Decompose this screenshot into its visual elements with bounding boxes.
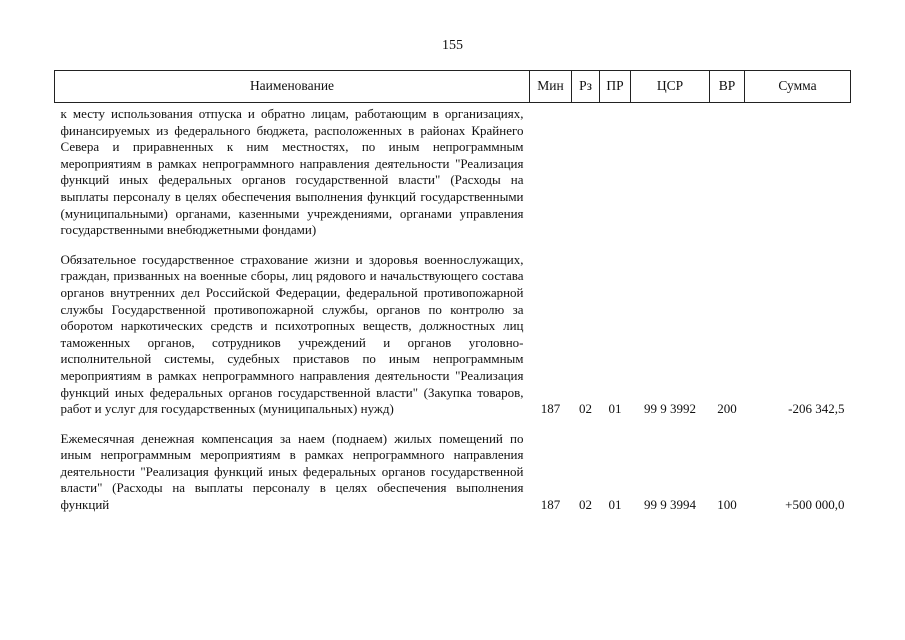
row-csr: 99 9 3994	[644, 497, 696, 513]
row-rz: 02	[579, 401, 592, 417]
row-min	[530, 103, 572, 239]
row-sum: +500 000,0	[785, 497, 845, 513]
header-pr: ПР	[600, 71, 631, 103]
row-min: 187	[540, 497, 561, 513]
row-name	[55, 103, 530, 239]
row-name-text: Ежемесячная денежная компенсация за наем (поднаем) жилых помещений по иным непрограммным мероприятиям в рамках непрограммного направления деятельности "Реализация функций иных федеральных органов государственной власти" (Расходы на выплаты персоналу в целях обеспечения выполнения функций	[60, 430, 524, 513]
row-name	[55, 239, 530, 418]
row-csr: 99 9 3992	[644, 401, 696, 417]
table-header-row	[55, 71, 851, 103]
row-sum	[745, 103, 851, 239]
header-csr: ЦСР	[631, 71, 710, 103]
row-pr: 01	[608, 497, 622, 513]
row-pr	[600, 103, 631, 239]
table-row	[55, 418, 851, 514]
header-sum: Сумма	[745, 71, 851, 103]
table-row	[55, 239, 851, 418]
header-vr: ВР	[710, 71, 745, 103]
page-number: 155	[442, 38, 463, 53]
row-pr: 01	[608, 401, 622, 417]
budget-table	[54, 70, 851, 514]
header-min: Мин	[530, 71, 572, 103]
table-row	[55, 103, 851, 239]
header-name: Наименование	[55, 71, 530, 103]
row-rz: 02	[579, 497, 592, 513]
row-vr: 100	[717, 497, 737, 513]
row-min: 187	[540, 401, 561, 417]
row-csr	[631, 103, 710, 239]
header-rz: Рз	[572, 71, 600, 103]
row-vr	[710, 103, 745, 239]
row-sum: -206 342,5	[788, 401, 845, 417]
row-rz	[572, 103, 600, 239]
row-name-text: к месту использования отпуска и обратно лицам, работающим в организациях, финансируемых из федерального бюджета, расположенных в районах Крайнего Севера и приравненных к ним местностях, по иным непрограммным мероприятиям в рамках непрограммного направления деятельности "Реализация функций иных федеральных органов государственной власти" (Расходы на выплаты персоналу в целях обеспечения выполнения функций государственными (муниципальными) органами, казенными учреждениями, органами управления государственными внебюджетными фондами)	[60, 106, 524, 238]
row-vr: 200	[717, 401, 737, 417]
row-name-text: Обязательное государственное страхование жизни и здоровья военнослужащих, граждан, призванных на военные сборы, лиц рядового и начальствующего состава органов внутренних дел Российской Федерации, федеральной противопожарной службы Государственной противопожарной службы, органов по контролю за оборотом наркотических средств и психотропных веществ, должностных лиц таможенных органов, сотрудников учреждений и органов уголовно-исполнительной системы, судебных приставов по иным непрограммным мероприятиям в рамках непрограммного направления деятельности "Реализация функций иных федеральных органов государственной власти" (Закупка товаров, работ и услуг для государственных (муниципальных) нужд)	[60, 251, 524, 417]
row-name	[55, 418, 530, 514]
